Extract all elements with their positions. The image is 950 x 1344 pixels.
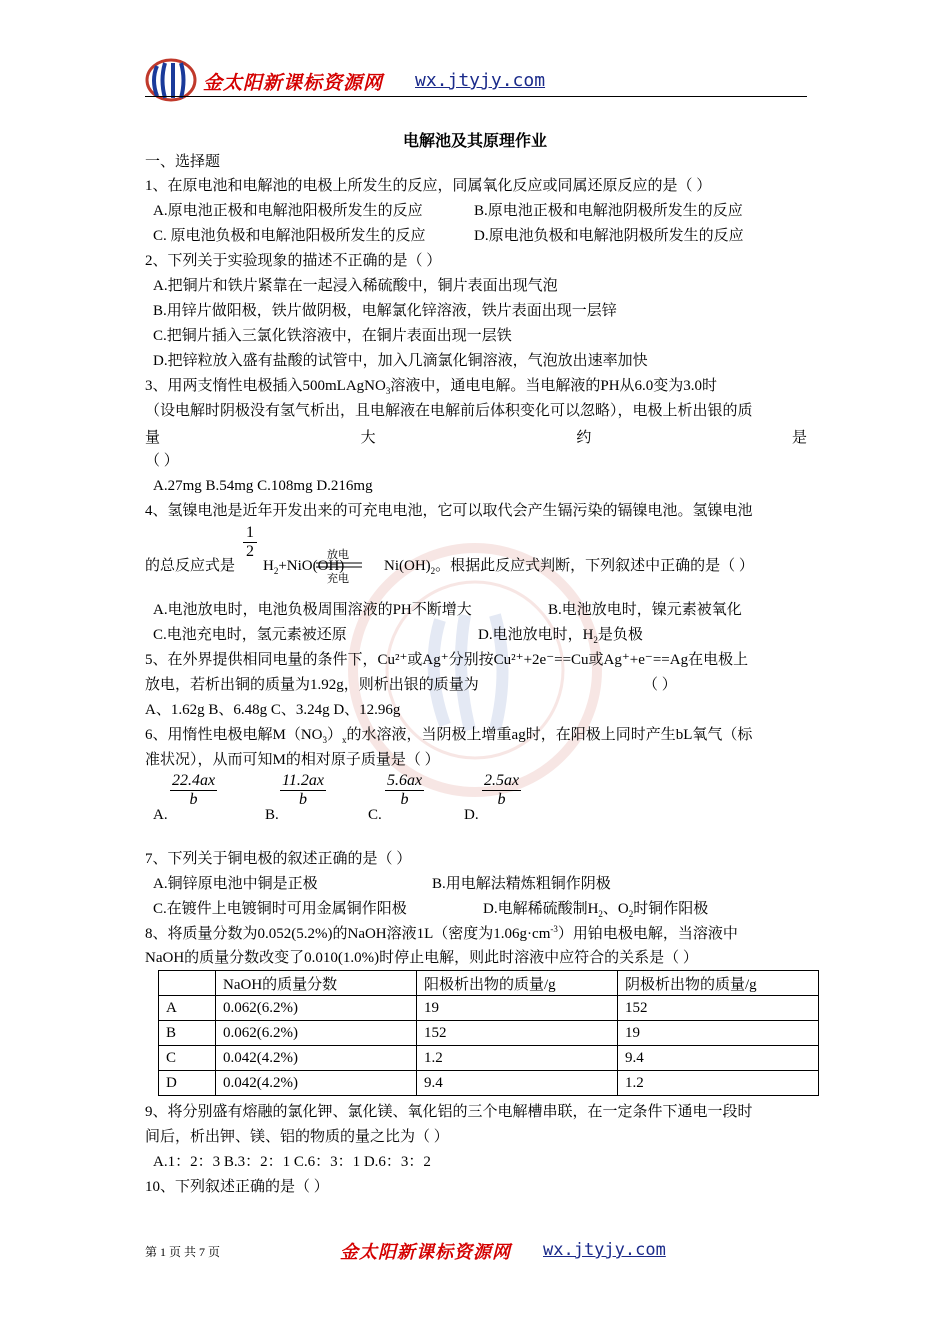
footer-site-link[interactable]: wx.jtyjy.com: [543, 1240, 666, 1260]
q6-option-a-label: A.: [153, 807, 168, 823]
fraction-denominator: b: [298, 791, 307, 808]
q5-line-2: 放电，若析出铜的质量为1.92g，则析出银的质量为: [145, 677, 479, 693]
discharge-label: 放电: [327, 549, 349, 561]
page-header: [145, 58, 807, 98]
page-number: 第 1 页 共 7 页: [145, 1245, 221, 1259]
q3-line-2: （设电解时阴极没有氢气析出，且电解液在电解前后体积变化可以忽略），电极上析出银的质: [145, 403, 753, 419]
table-cell: A: [159, 996, 216, 1021]
q6-option-c-label: C.: [368, 807, 382, 823]
q4-equation-reactants: $H_2+NiO(OH)$: [263, 558, 345, 576]
footer-brand: 金太阳新课标资源网: [340, 1242, 511, 1263]
q4-option-c: C.电池充电时，氢元素被还原: [153, 627, 347, 643]
table-cell: C: [159, 1046, 216, 1071]
q1-stem: 1、在原电池和电解池的电极上所发生的反应，同属氧化反应或同属还原反应的是（ ）: [145, 178, 712, 194]
q6-option-b-label: B.: [265, 807, 279, 823]
fraction-numerator: 5.6ax: [387, 772, 423, 789]
charge-label: 充电: [327, 573, 349, 585]
q1-option-c: C. 原电池负极和电解池阳极所发生的反应: [153, 228, 426, 244]
q1-option-a: A.原电池正极和电解池阳极所发生的反应: [153, 203, 423, 219]
q9-line-1: 9、将分别盛有熔融的氯化钾、氯化镁、氧化铝的三个电解槽串联，在一定条件下通电一段时: [145, 1104, 753, 1120]
q8-table: [158, 970, 819, 1096]
q2-stem: 2、下列关于实验现象的描述不正确的是（ ）: [145, 253, 442, 269]
table-cell: 1.2: [417, 1046, 618, 1071]
q6-option-d-fraction: [482, 772, 521, 809]
q6-line-2: 准状况），从而可知M的相对原子质量是（ ）: [145, 752, 440, 768]
table-header-cell: 阳极析出物的质量/g: [417, 971, 618, 996]
fraction-denominator: b: [400, 791, 409, 808]
q6-option-d-label: D.: [464, 807, 479, 823]
q4-option-a: A.电池放电时，电池负极周围溶液的PH不断增大: [153, 602, 472, 618]
q7-option-c: C.在镀件上电镀铜时可用金属铜作阳极: [153, 901, 407, 917]
q10-stem: 10、下列叙述正确的是（ ）: [145, 1179, 329, 1195]
q4-equation-product: $Ni(OH)_2$。根据此反应式判断，下列叙述中正确的是（ ）: [384, 558, 754, 576]
table-row: [159, 1021, 819, 1046]
q2-option-a: A.把铜片和铁片紧靠在一起浸入稀硫酸中，铜片表面出现气泡: [153, 278, 558, 294]
q1-option-b: B.原电池正极和电解池阴极所发生的反应: [474, 203, 743, 219]
table-cell: 0.062(6.2%): [216, 996, 417, 1021]
table-header-cell: NaOH的质量分数: [216, 971, 417, 996]
q3-word: 是: [791, 430, 807, 446]
q8-line-2: NaOH的质量分数改变了0.010(1.0%)时停止电解，则此时溶液中应符合的关系是（ ）: [145, 950, 698, 966]
q3-word: 大: [360, 430, 376, 446]
fraction-denominator: b: [189, 791, 198, 808]
table-cell: 1.2: [618, 1071, 819, 1096]
header-divider: [145, 96, 807, 97]
table-cell: 152: [618, 996, 819, 1021]
fraction-numerator: 22.4ax: [172, 772, 216, 789]
table-header-cell: [159, 971, 216, 996]
table-cell: 19: [417, 996, 618, 1021]
fraction-numerator: 11.2ax: [282, 772, 324, 789]
q4-half-fraction: [243, 524, 257, 561]
q3-line-1: 3、用两支惰性电极插入500mLAgNO$_3$溶液中，通电电解。当电解液的PH从6.0变为3.0时: [145, 378, 718, 396]
header-brand: 金太阳新课标资源网: [203, 72, 384, 94]
q9-options: A.1：2：3 B.3：2：1 C.6：3：1 D.6：3：2: [153, 1154, 431, 1170]
table-cell: 9.4: [618, 1046, 819, 1071]
table-header-cell: 阴极析出物的质量/g: [618, 971, 819, 996]
q7-stem: 7、下列关于铜电极的叙述正确的是（ ）: [145, 851, 412, 867]
q4-equation-pre: 的总反应式是: [145, 558, 236, 574]
q4-option-b: B.电池放电时，镍元素被氧化: [548, 602, 742, 618]
fraction-numerator: 2.5ax: [484, 772, 520, 789]
header-site-link[interactable]: wx.jtyjy.com: [415, 70, 546, 91]
q6-line-1: 6、用惰性电极电解$M(NO_3)_x$的水溶液，当阴极上增重ag时，在阳极上同时产生bL氧气（标: [145, 727, 753, 745]
q6-option-c-fraction: [385, 772, 424, 809]
q4-line-1: 4、氢镍电池是近年开发出来的可充电电池，它可以取代会产生镉污染的镉镍电池。氢镍电池: [145, 503, 753, 519]
q3-word: 约: [576, 430, 592, 446]
table-row: [159, 1071, 819, 1096]
table-cell: 0.062(6.2%): [216, 1021, 417, 1046]
table-cell: 152: [417, 1021, 618, 1046]
table-cell: B: [159, 1021, 216, 1046]
q8-line-1: 8、将质量分数为0.052(5.2%)的NaOH溶液1L（密度为$1.06g\cdot cm^{-3}$）用铂电极电解，当溶液中: [145, 924, 738, 942]
q7-option-b: B.用电解法精炼粗铜作阴极: [432, 876, 611, 892]
fraction-denominator: b: [497, 791, 506, 808]
q5-line-1: 5、在外界提供相同电量的条件下，Cu²⁺或Ag⁺分别按Cu²⁺+2e⁻==Cu或Ag⁺+e⁻==Ag在电极上: [145, 652, 749, 668]
table-header-row: [159, 971, 819, 996]
q3-options: A.27mg B.54mg C.108mg D.216mg: [153, 478, 373, 494]
fraction-denominator: 2: [246, 543, 254, 560]
q7-option-d: D.电解稀硫酸制$H_2$、$O_2$时铜作阳极: [483, 901, 709, 919]
table-row: [159, 1046, 819, 1071]
table-cell: 9.4: [417, 1071, 618, 1096]
table-cell: D: [159, 1071, 216, 1096]
q6-option-a-fraction: [170, 772, 217, 809]
q5-answer-paren: （ ）: [643, 677, 677, 693]
table-cell: 0.042(4.2%): [216, 1071, 417, 1096]
q1-option-d: D.原电池负极和电解池阴极所发生的反应: [474, 228, 744, 244]
table-row: [159, 996, 819, 1021]
table-cell: 0.042(4.2%): [216, 1046, 417, 1071]
table-cell: 19: [618, 1021, 819, 1046]
q6-option-b-fraction: [280, 772, 326, 809]
reversible-arrow-icon: [316, 561, 362, 569]
fraction-numerator: 1: [243, 524, 257, 543]
q2-option-d: D.把锌粒放入盛有盐酸的试管中，加入几滴氯化铜溶液，气泡放出速率加快: [153, 353, 648, 369]
q5-options: A、1.62g B、6.48g C、3.24g D、12.96g: [145, 702, 401, 718]
page-title: 电解池及其原理作业: [402, 133, 547, 150]
q2-option-b: B.用锌片做阳极，铁片做阴极，电解氯化锌溶液，铁片表面出现一层锌: [153, 303, 617, 319]
q3-answer-paren: （ ）: [145, 453, 179, 469]
q2-option-c: C.把铜片插入三氯化铁溶液中，在铜片表面出现一层铁: [153, 328, 512, 344]
q4-option-d: D.电池放电时，$H_2$是负极: [478, 627, 643, 645]
q3-word: 量: [145, 430, 161, 446]
section-heading: 一、选择题: [145, 154, 221, 170]
q7-option-a: A.铜锌原电池中铜是正极: [153, 876, 318, 892]
q9-line-2: 间后，析出钾、镁、铝的物质的量之比为（ ）: [145, 1129, 449, 1145]
q3-line-3: [145, 426, 807, 447]
